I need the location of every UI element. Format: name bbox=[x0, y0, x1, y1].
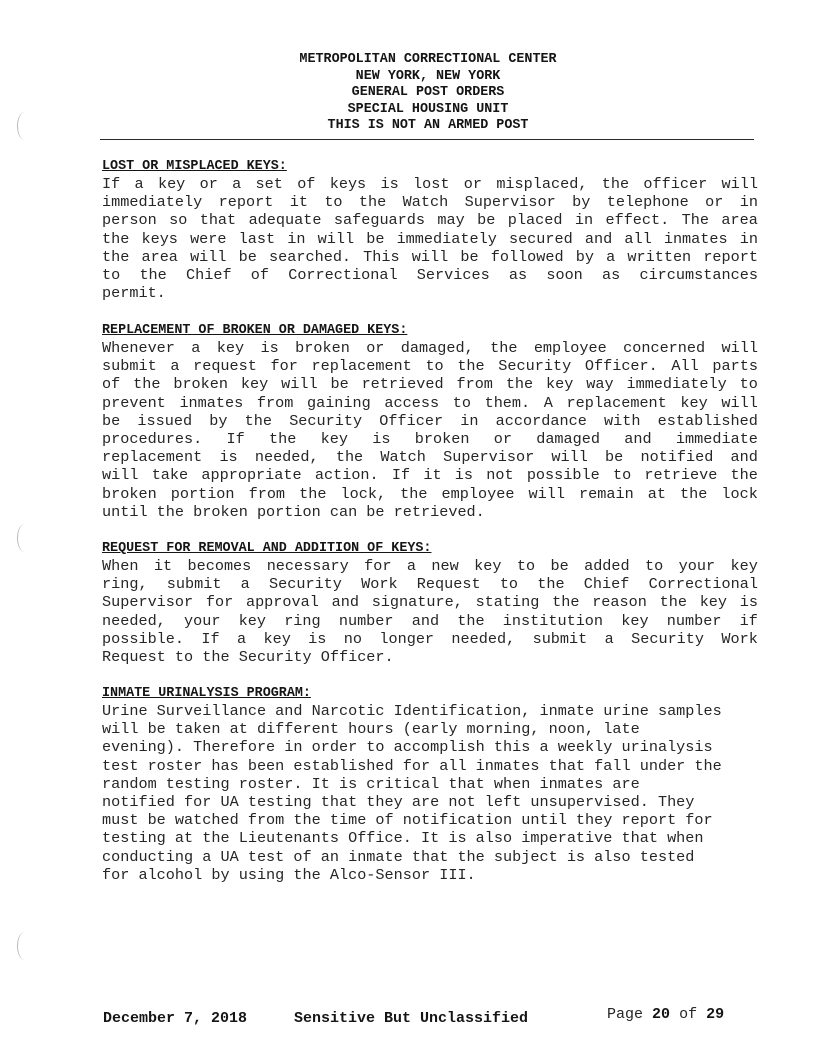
word: report bbox=[218, 193, 274, 212]
word: A bbox=[543, 393, 553, 412]
word: soon bbox=[546, 266, 583, 285]
word: from bbox=[456, 375, 493, 394]
word: retrieve bbox=[644, 466, 718, 485]
word: retrieved bbox=[361, 375, 444, 394]
word: of bbox=[102, 375, 121, 394]
word: placed bbox=[507, 211, 563, 230]
word: needed, bbox=[254, 448, 319, 467]
word: by bbox=[209, 411, 228, 430]
word: of bbox=[297, 175, 316, 193]
section-lost-keys bbox=[102, 158, 758, 302]
body-line bbox=[102, 466, 758, 484]
body-line: testing at the Lieutenants Office. It is also imperative that when bbox=[102, 829, 704, 848]
word: Chief bbox=[185, 266, 232, 285]
word: with bbox=[603, 411, 641, 430]
word: the bbox=[133, 375, 161, 394]
word: the bbox=[601, 175, 630, 193]
word: Security bbox=[498, 357, 572, 376]
word: Watch bbox=[402, 193, 449, 212]
body-line bbox=[102, 394, 758, 412]
word: will bbox=[411, 247, 449, 266]
body-line: permit. bbox=[102, 284, 166, 303]
word: and bbox=[331, 593, 359, 612]
word: Officer. bbox=[584, 357, 658, 376]
word: concerned bbox=[623, 339, 706, 357]
word: to bbox=[452, 393, 471, 412]
word: or bbox=[705, 193, 724, 212]
word: is bbox=[380, 175, 399, 193]
word: to bbox=[499, 575, 519, 594]
word: from bbox=[256, 393, 294, 412]
word: at bbox=[647, 484, 666, 503]
word: no bbox=[343, 629, 362, 648]
body-line bbox=[102, 630, 758, 648]
section-request-keys bbox=[102, 540, 758, 666]
word: remain bbox=[579, 484, 634, 503]
word: for bbox=[205, 593, 234, 612]
word: institution bbox=[502, 611, 604, 630]
word: officer bbox=[643, 175, 708, 193]
word: Security bbox=[269, 575, 342, 594]
word: in bbox=[574, 211, 594, 230]
word: immediate bbox=[675, 430, 758, 449]
word: the bbox=[400, 484, 428, 503]
section-body bbox=[102, 702, 758, 884]
body-line bbox=[102, 485, 758, 503]
word: a bbox=[240, 575, 250, 594]
word: Work bbox=[361, 575, 398, 594]
word: gaining bbox=[306, 393, 371, 412]
word: stating bbox=[475, 593, 540, 612]
body-line bbox=[102, 593, 758, 611]
word: broken bbox=[295, 339, 350, 357]
word: All bbox=[671, 357, 699, 376]
body-line bbox=[102, 193, 758, 211]
header-line: GENERAL POST ORDERS bbox=[351, 85, 505, 101]
word: damaged, bbox=[400, 339, 474, 357]
word: Supervisor bbox=[443, 448, 535, 467]
word: a bbox=[236, 629, 247, 648]
page-total: 29 bbox=[706, 1006, 725, 1023]
word: is bbox=[739, 593, 758, 612]
word: the bbox=[659, 593, 687, 612]
word: searched. bbox=[269, 247, 352, 266]
word: the bbox=[335, 448, 364, 467]
hole-punch-mark bbox=[17, 112, 32, 140]
word: approval bbox=[245, 593, 319, 612]
body-line bbox=[102, 230, 758, 248]
word: number bbox=[666, 611, 722, 630]
word: inmates bbox=[663, 229, 728, 248]
word: appropriate bbox=[201, 466, 302, 485]
word: possible. bbox=[102, 629, 185, 648]
word: it bbox=[423, 466, 442, 485]
word: key bbox=[157, 175, 186, 193]
word: lost bbox=[413, 175, 450, 193]
word: Request bbox=[416, 575, 481, 594]
footer-page-number bbox=[607, 1006, 724, 1023]
body-line: must be watched from the time of notification until they report for bbox=[102, 811, 713, 830]
header-line: THIS IS NOT AN ARMED POST bbox=[327, 118, 529, 134]
section-urinalysis bbox=[102, 685, 758, 884]
word: the bbox=[457, 611, 485, 630]
word: a bbox=[604, 629, 614, 648]
word: inmates bbox=[179, 393, 244, 412]
word: possible bbox=[526, 466, 600, 485]
word: may bbox=[437, 211, 465, 230]
body-line bbox=[102, 412, 758, 430]
word: key bbox=[216, 339, 245, 357]
word: becomes bbox=[187, 557, 252, 575]
word: is bbox=[372, 430, 391, 449]
word: added bbox=[584, 557, 630, 575]
word: or bbox=[493, 430, 512, 449]
word: and bbox=[584, 229, 613, 248]
word: Chief bbox=[583, 575, 630, 594]
word: misplaced, bbox=[496, 175, 588, 193]
word: your bbox=[678, 557, 716, 575]
word: Correctional bbox=[648, 575, 758, 594]
body-line bbox=[102, 248, 758, 266]
word: a bbox=[170, 357, 180, 376]
word: the bbox=[358, 193, 387, 212]
word: Supervisor bbox=[102, 593, 194, 612]
word: to bbox=[102, 266, 121, 285]
word: will bbox=[281, 375, 318, 394]
word: in bbox=[287, 229, 306, 248]
word: them. bbox=[484, 393, 531, 412]
word: it bbox=[153, 557, 173, 575]
word: number bbox=[338, 611, 394, 630]
word: Whenever bbox=[102, 339, 175, 357]
word: will bbox=[721, 339, 758, 357]
word: report bbox=[703, 247, 758, 266]
word: or bbox=[199, 175, 218, 193]
document-header bbox=[100, 52, 756, 135]
body-line bbox=[102, 575, 758, 593]
body-line: conducting a UA test of an inmate that the subject is also tested bbox=[102, 847, 695, 866]
word: The bbox=[681, 211, 710, 230]
word: the bbox=[244, 411, 273, 430]
word: take bbox=[151, 466, 189, 485]
word: set bbox=[255, 175, 283, 193]
word: key bbox=[730, 557, 758, 575]
word: broken bbox=[173, 375, 229, 394]
word: will bbox=[317, 229, 355, 248]
word: submit bbox=[532, 629, 588, 648]
word: to bbox=[739, 375, 758, 394]
word: This bbox=[363, 247, 400, 266]
word: the bbox=[552, 593, 580, 612]
word: in bbox=[739, 193, 758, 212]
word: request bbox=[193, 357, 257, 376]
word: needed, bbox=[102, 611, 166, 630]
word: if bbox=[739, 611, 758, 630]
word: replacement bbox=[311, 357, 412, 376]
word: way bbox=[586, 375, 614, 394]
word: key bbox=[263, 629, 291, 648]
word: will bbox=[102, 466, 139, 485]
word: notified bbox=[640, 448, 714, 467]
word: for bbox=[364, 557, 392, 575]
word: be bbox=[330, 375, 349, 394]
word: followed bbox=[490, 247, 564, 266]
word: is bbox=[219, 448, 238, 467]
word: ring, bbox=[102, 575, 148, 594]
word: Security bbox=[631, 629, 705, 648]
word: a bbox=[191, 339, 201, 357]
word: telephone bbox=[606, 193, 689, 212]
word: a bbox=[134, 175, 144, 193]
word: Security bbox=[289, 411, 363, 430]
word: your bbox=[184, 611, 221, 630]
page-num: 20 bbox=[652, 1006, 671, 1023]
word: key bbox=[320, 430, 348, 449]
hole-punch-mark bbox=[17, 524, 32, 552]
word: key bbox=[238, 611, 266, 630]
word: be bbox=[238, 247, 257, 266]
word: will bbox=[721, 393, 758, 412]
word: submit bbox=[166, 575, 222, 594]
body-line: notified for UA testing that they are not left unsupervised. They bbox=[102, 793, 695, 812]
word: by bbox=[572, 193, 591, 212]
word: a bbox=[606, 247, 616, 266]
word: by bbox=[575, 247, 594, 266]
word: as bbox=[508, 266, 528, 285]
word: signature, bbox=[371, 593, 463, 612]
hole-punch-mark bbox=[17, 932, 32, 960]
word: key bbox=[474, 557, 502, 575]
word: the bbox=[299, 484, 327, 503]
word: key bbox=[680, 393, 708, 412]
word: and bbox=[730, 448, 758, 467]
word: in bbox=[739, 229, 758, 248]
word: adequate bbox=[248, 211, 322, 230]
word: last bbox=[238, 229, 276, 248]
word: replacement bbox=[566, 393, 667, 412]
word: or bbox=[463, 175, 483, 193]
body-line bbox=[102, 339, 758, 357]
word: employee bbox=[441, 484, 515, 503]
section-body bbox=[102, 557, 758, 666]
header-divider bbox=[100, 139, 754, 140]
word: the bbox=[680, 484, 708, 503]
word: action. bbox=[314, 466, 379, 485]
header-line: SPECIAL HOUSING UNIT bbox=[347, 101, 509, 117]
body-line: Request to the Security Officer. bbox=[102, 648, 394, 667]
word: the bbox=[102, 229, 130, 248]
body-line bbox=[102, 375, 758, 393]
word: written bbox=[627, 247, 692, 266]
word: ring bbox=[284, 611, 321, 630]
word: immediately bbox=[626, 375, 727, 394]
word: were bbox=[190, 229, 227, 248]
word: the bbox=[505, 375, 534, 394]
body-line bbox=[102, 612, 758, 630]
word: will bbox=[528, 484, 565, 503]
word: to bbox=[516, 557, 536, 575]
word: will bbox=[190, 247, 227, 266]
word: area bbox=[141, 247, 178, 266]
word: Services bbox=[416, 266, 490, 285]
word: safeguards bbox=[333, 211, 426, 230]
word: portion bbox=[170, 484, 235, 503]
header-line: METROPOLITAN CORRECTIONAL CENTER bbox=[299, 52, 557, 67]
word: accordance bbox=[495, 411, 587, 430]
page-label: Page bbox=[607, 1006, 644, 1023]
word: is bbox=[308, 629, 327, 648]
word: the bbox=[269, 430, 297, 449]
word: be bbox=[477, 211, 496, 230]
word: replacement bbox=[102, 448, 203, 467]
word: keys bbox=[329, 175, 367, 193]
word: secured bbox=[508, 229, 573, 248]
word: needed, bbox=[451, 629, 516, 648]
word: When bbox=[102, 557, 139, 575]
word: reason bbox=[592, 593, 647, 612]
word: key bbox=[621, 611, 649, 630]
body-line: for alcohol by using the Alco-Sensor III. bbox=[102, 865, 476, 884]
word: prevent bbox=[102, 393, 166, 412]
word: or bbox=[366, 339, 385, 357]
word: broken bbox=[102, 484, 157, 503]
word: all bbox=[624, 229, 652, 248]
word: key bbox=[240, 375, 269, 394]
word: and bbox=[411, 611, 440, 630]
footer-classification: Sensitive But Unclassified bbox=[294, 1010, 529, 1027]
section-body bbox=[102, 339, 758, 521]
word: Supervisor bbox=[464, 193, 556, 212]
word: damaged bbox=[536, 430, 601, 449]
word: a bbox=[406, 557, 416, 575]
word: keys bbox=[141, 229, 178, 248]
word: be bbox=[460, 247, 479, 266]
word: employee bbox=[533, 339, 607, 357]
body-line: evening). Therefore in order to accomplish this a weekly urinalysis bbox=[102, 738, 713, 757]
word: parts bbox=[712, 357, 758, 376]
section-heading: LOST OR MISPLACED KEYS: bbox=[102, 159, 287, 174]
word: Correctional bbox=[288, 266, 398, 285]
word: is bbox=[260, 339, 279, 357]
word: be bbox=[605, 448, 624, 467]
word: it bbox=[289, 193, 308, 212]
word: be bbox=[550, 557, 569, 575]
header-line: NEW YORK, NEW YORK bbox=[355, 68, 501, 84]
body-line bbox=[102, 448, 758, 466]
word: issued bbox=[137, 411, 193, 430]
word: person bbox=[102, 211, 157, 230]
word: effect. bbox=[605, 211, 670, 230]
body-line: will be taken at different hours (early morning, noon, late bbox=[102, 720, 640, 739]
word: the bbox=[730, 466, 758, 485]
word: immediately bbox=[396, 229, 497, 248]
body-line bbox=[102, 175, 758, 193]
word: is bbox=[454, 466, 474, 485]
word: to bbox=[612, 466, 632, 485]
word: procedures. bbox=[102, 430, 203, 449]
word: Work bbox=[721, 629, 758, 648]
word: submit bbox=[102, 357, 157, 376]
word: a bbox=[232, 175, 242, 193]
section-heading: INMATE URINALYSIS PROGRAM: bbox=[102, 686, 311, 701]
section-body bbox=[102, 175, 758, 302]
word: If bbox=[201, 629, 220, 648]
word: area bbox=[721, 211, 758, 230]
word: to bbox=[645, 557, 664, 575]
body-line: Urine Surveillance and Narcotic Identification, inmate urine samples bbox=[102, 702, 722, 720]
word: the bbox=[457, 357, 485, 376]
word: lock bbox=[721, 484, 758, 503]
word: If bbox=[226, 430, 245, 449]
word: the bbox=[102, 247, 130, 266]
word: established bbox=[657, 411, 758, 430]
word: If bbox=[391, 466, 411, 485]
body-line: test roster has been established for all inmates that fall under the bbox=[102, 756, 722, 775]
word: to bbox=[324, 193, 343, 212]
section-heading: REQUEST FOR REMOVAL AND ADDITION OF KEYS: bbox=[102, 541, 432, 556]
footer-date: December 7, 2018 bbox=[103, 1010, 248, 1027]
body-line bbox=[102, 357, 758, 375]
section-heading: REPLACEMENT OF BROKEN OR DAMAGED KEYS: bbox=[102, 323, 408, 338]
word: longer bbox=[379, 629, 435, 648]
body-line bbox=[102, 557, 758, 575]
word: not bbox=[486, 466, 514, 485]
of-label: of bbox=[679, 1006, 698, 1023]
word: that bbox=[199, 211, 237, 230]
body-line: random testing roster. It is critical that when inmates are bbox=[102, 774, 640, 793]
word: the bbox=[490, 339, 518, 357]
word: be bbox=[366, 229, 385, 248]
word: from bbox=[248, 484, 286, 503]
word: so bbox=[169, 211, 188, 230]
word: new bbox=[431, 557, 459, 575]
word: lock, bbox=[340, 484, 387, 503]
word: the bbox=[537, 575, 565, 594]
word: key bbox=[546, 375, 574, 394]
word: and bbox=[624, 430, 652, 449]
word: broken bbox=[414, 430, 470, 449]
word: circumstances bbox=[639, 266, 758, 285]
word: to bbox=[425, 357, 444, 376]
body-line bbox=[102, 430, 758, 448]
word: Watch bbox=[380, 448, 426, 467]
word: Officer bbox=[379, 411, 444, 430]
word: access bbox=[384, 393, 440, 412]
section-broken-keys bbox=[102, 322, 758, 521]
word: be bbox=[102, 411, 121, 430]
word: immediately bbox=[102, 193, 203, 212]
word: the bbox=[139, 266, 167, 285]
word: in bbox=[460, 411, 479, 430]
body-line: until the broken portion can be retrieved. bbox=[102, 502, 485, 521]
word: If bbox=[102, 175, 121, 193]
word: for bbox=[270, 357, 298, 376]
word: necessary bbox=[266, 557, 349, 575]
word: as bbox=[602, 266, 621, 285]
body-line bbox=[102, 266, 758, 284]
word: of bbox=[250, 266, 269, 285]
word: will bbox=[551, 448, 588, 467]
word: key bbox=[699, 593, 728, 612]
body-line bbox=[102, 211, 758, 229]
word: will bbox=[721, 175, 758, 193]
